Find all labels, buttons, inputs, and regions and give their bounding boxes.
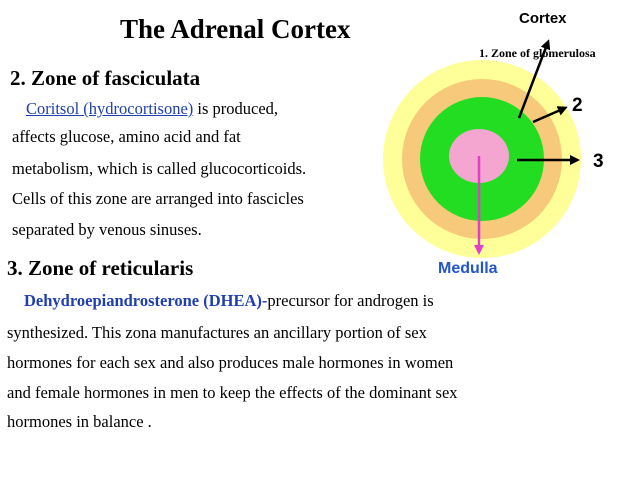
label-zone1: 1. Zone of glomerulosa bbox=[479, 46, 596, 60]
label-zone3: 3 bbox=[593, 151, 604, 172]
zone2-line4: Cells of this zone are arranged into fascicles bbox=[12, 189, 304, 208]
zone3-line3: hormones for each sex and also produces male hormones in women bbox=[7, 353, 454, 372]
zone2-line3: metabolism, which is called glucocorticoids. bbox=[12, 159, 307, 178]
label-zone2: 2 bbox=[572, 95, 583, 116]
zone3-heading: 3. Zone of reticularis bbox=[7, 256, 194, 280]
zone2-line2: affects glucose, amino acid and fat bbox=[12, 127, 241, 146]
zone3-line1-rest: precursor for androgen is bbox=[267, 291, 434, 310]
zone3-line2: synthesized. This zona manufactures an ancillary portion of sex bbox=[7, 323, 427, 342]
zone2-line1-rest: is produced, bbox=[193, 99, 279, 118]
zone2-heading: 2. Zone of fasciculata bbox=[10, 66, 201, 90]
zone2-hormone: Coritsol (hydrocortisone) bbox=[26, 99, 194, 118]
label-cortex: Cortex bbox=[519, 10, 567, 27]
zone3-hormone: Dehydroepiandrosterone (DHEA)- bbox=[24, 291, 268, 310]
zone3-line4: and female hormones in men to keep the effects of the dominant sex bbox=[7, 383, 458, 402]
label-medulla: Medulla bbox=[438, 260, 498, 277]
slide-title: The Adrenal Cortex bbox=[120, 14, 351, 44]
zone3-line5: hormones in balance . bbox=[7, 412, 152, 431]
zone2-line5: separated by venous sinuses. bbox=[12, 220, 202, 239]
